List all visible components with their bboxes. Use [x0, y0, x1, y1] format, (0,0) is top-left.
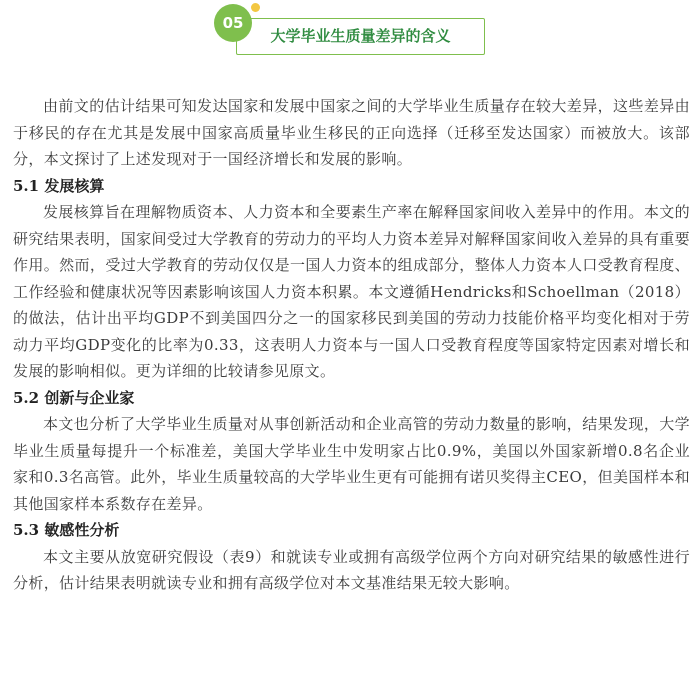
section-paragraph-5-1: 发展核算旨在理解物质资本、人力资本和全要素生产率在解释国家间收入差异中的作用。本文的研究结果表明，国家间受过大学教育的劳动力的平均人力资本差异对解释国家间收入差异的具有重要作用。然而，受过大学教育的劳动仅仅是一国人力资本的组成部分，整体人力资本人口受教育程度、工作经验和健康状况等因素影响该国人力资本积累。本文遵循Hendricks和Schoellman（2018）的做法，估计出平均GDP不到美国四分之一的国家移民到美国的劳动力技能价格平均变化相对于劳动力平均GDP变化的比率为0.33，这表明人力资本与一国人口受教育程度等国家特定因素对增长和发展的影响相似。更为详细的比较请参见原文。	[13, 203, 690, 380]
decorative-dot-icon	[251, 3, 260, 12]
section-heading-5-3: 5.3 敏感性分析	[13, 521, 120, 539]
section-number-badge: 05	[214, 4, 252, 42]
section-heading-5-1: 5.1 发展核算	[13, 176, 105, 195]
section-paragraph-5-2: 本文也分析了大学毕业生质量对从事创新活动和企业高管的劳动力数量的影响，结果发现，大学毕业生质量每提升一个标准差，美国大学毕业生中发明家占比0.9%，美国以外国家新增0.8名企业家和0.3名高管。此外，毕业生质量较高的大学毕业生更有可能拥有诺贝奖得主CEO，但美国样本和其他国家样本系数存在差异。	[13, 415, 690, 513]
intro-paragraph: 由前文的估计结果可知发达国家和发展中国家之间的大学毕业生质量存在较大差异，这些差异由于移民的存在尤其是发展中国家高质量毕业生移民的正向选择（迁移至发达国家）而被放大。该部分，本文探讨了上述发现对于一国经济增长和发展的影响。	[13, 97, 690, 168]
section-title: 大学毕业生质量差异的含义	[236, 18, 485, 55]
section-heading-5-2: 5.2 创新与企业家	[13, 388, 135, 407]
article-body	[13, 93, 690, 597]
section-paragraph-5-3: 本文主要从放宽研究假设（表9）和就读专业或拥有高级学位两个方向对研究结果的敏感性进行分析，估计结果表明就读专业和拥有高级学位对本文基准结果无较大影响。	[13, 547, 690, 592]
section-badge	[214, 0, 487, 60]
